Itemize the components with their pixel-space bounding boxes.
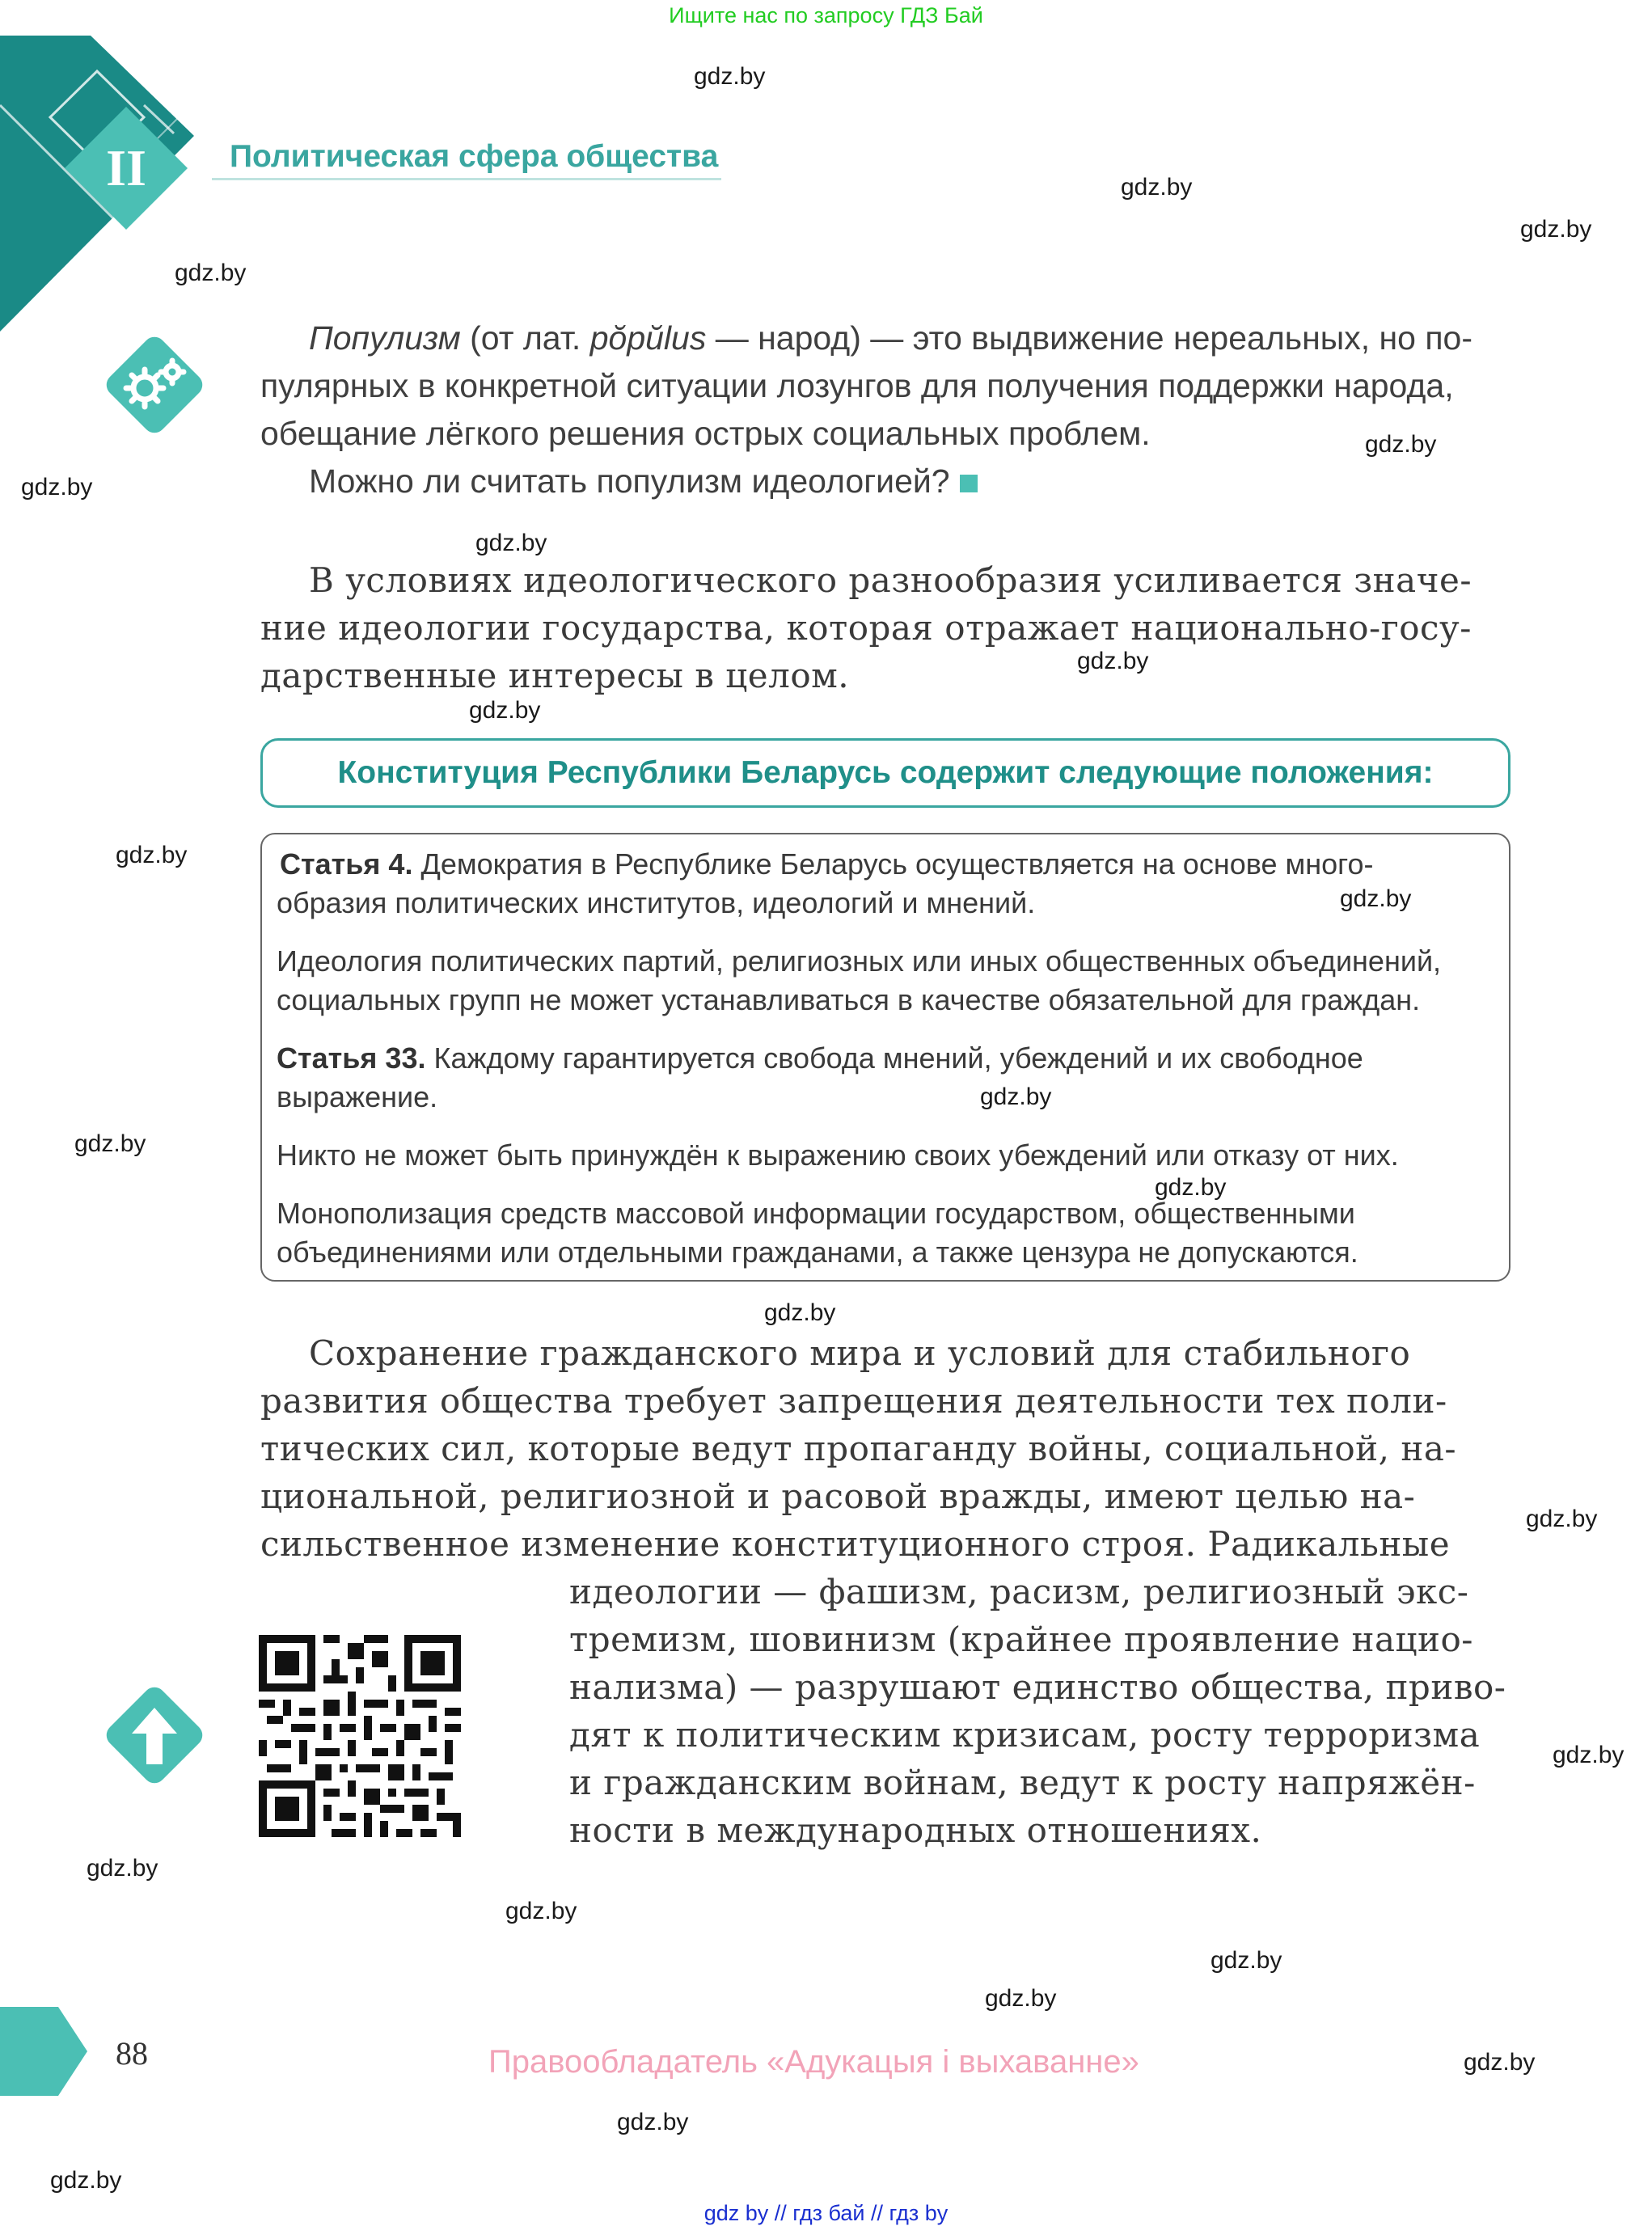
chapter-underline — [212, 178, 721, 180]
article-33-part2: Никто не может быть принуждён к выражению своих убеждений или отказу от них. — [277, 1138, 1399, 1172]
populism-term: Популизм — [309, 319, 461, 357]
watermark: gdz.by — [505, 1898, 577, 1924]
watermark: gdz.by — [87, 1855, 158, 1882]
chapter-title: Политическая сфера общества — [230, 139, 719, 174]
paragraph-line: ние идеологии государства, которая отражает национально-госу- — [260, 608, 1472, 648]
watermark: gdz.by — [1210, 1947, 1282, 1974]
watermark: gdz.by — [1553, 1742, 1625, 1768]
watermark: gdz.by — [1365, 431, 1437, 458]
paragraph-line: идеологии — фашизм, расизм, религиозный экс- — [569, 1572, 1469, 1611]
watermark: gdz.by — [175, 260, 247, 286]
paragraph-line: циональной, религиозной и расовой вражды, имеют целью на- — [260, 1476, 1416, 1516]
paragraph-line: В условиях идеологического разнообразия усиливается значе- — [309, 560, 1472, 600]
article-4-part2-line2: социальных групп не может устанавливаться в качестве обязательной для граждан. — [277, 983, 1421, 1016]
watermark: gdz.by — [617, 2109, 689, 2135]
paragraph-line: дят к политическим кризисам, росту терроризма — [569, 1715, 1481, 1755]
watermark: gdz.by — [980, 1083, 1052, 1110]
paragraph-line: Сохранение гражданского мира и условий для стабильного — [309, 1333, 1411, 1373]
watermark: gdz.by — [50, 2167, 122, 2194]
populism-definition-line3: обещание лёгкого решения острых социальных проблем. — [260, 415, 1151, 452]
article-4-part2-line1: Идеология политических партий, религиозных или иных общественных объединений, — [277, 944, 1442, 978]
watermark: gdz.by — [985, 1985, 1057, 2012]
populism-question — [309, 458, 978, 505]
watermark: gdz.by — [694, 63, 766, 90]
qr-code[interactable] — [259, 1635, 461, 1837]
paragraph-line: тремизм, шовинизм (крайнее проявление нацио- — [569, 1620, 1473, 1659]
paragraph-line: и гражданским войнам, ведут к росту напряжён- — [569, 1763, 1476, 1802]
article-33-label: Статья 33. — [277, 1041, 426, 1075]
gear-icon — [93, 323, 216, 446]
article-33-line1 — [277, 1038, 1363, 1079]
article-4-label: Статья 4. — [280, 847, 413, 881]
watermark: gdz.by — [469, 697, 541, 724]
page-tab — [0, 2007, 91, 2096]
article-4-line2: образия политических институтов, идеологий и мнений. — [277, 886, 1036, 919]
article-33-line2: выражение. — [277, 1080, 438, 1113]
article-33-part3-line1: Монополизация средств массовой информации государством, общественными — [277, 1197, 1355, 1230]
end-marker — [960, 475, 978, 492]
populism-definition-line1 — [309, 315, 1472, 362]
watermark: gdz.by — [475, 530, 547, 556]
question-text: Можно ли считать популизм идеологией? — [309, 463, 950, 500]
watermark: gdz.by — [1526, 1506, 1598, 1532]
watermark: gdz.by — [1155, 1174, 1227, 1201]
watermark: gdz.by — [21, 474, 93, 501]
article-33-part3-line2: объединениями или отдельными гражданами, а также цензура не допускаются. — [277, 1235, 1358, 1269]
populism-text: — народ) — это выдвижение нереальных, но по- — [706, 319, 1473, 357]
populism-text: (от лат. — [460, 319, 590, 357]
article-text: Демократия в Республике Беларусь осуществляется на основе много- — [412, 847, 1374, 881]
paragraph-line: тических сил, которые ведут пропаганду войны, социальной, на- — [260, 1429, 1457, 1468]
bottom-links[interactable]: gdz by // гдз бай // гдз by — [703, 2201, 949, 2225]
paragraph-line: ности в международных отношениях. — [569, 1810, 1262, 1850]
populism-definition-line2: пулярных в конкретной ситуации лозунгов для получения поддержки народа, — [260, 367, 1454, 404]
constitution-header: Конституция Республики Беларусь содержит следующие положения: — [337, 755, 1434, 790]
watermark: gdz.by — [1520, 216, 1592, 243]
paragraph-line: нализма) — разрушают единство общества, приво- — [569, 1667, 1506, 1707]
page-number: 88 — [116, 2035, 148, 2072]
watermark: gdz.by — [74, 1130, 146, 1157]
paragraph-line: дарственные интересы в целом. — [260, 656, 850, 695]
arrow-up-icon[interactable] — [93, 1674, 216, 1797]
watermark: gdz.by — [1340, 885, 1412, 912]
copyright: Правообладатель «Адукацыя і выхаванне» — [488, 2044, 1139, 2080]
watermark: gdz.by — [1121, 174, 1193, 201]
latin-word: pŏpŭlus — [589, 319, 707, 357]
paragraph-line: сильственное изменение конституционного строя. Радикальные — [260, 1524, 1451, 1564]
paragraph-line: развития общества требует запрещения деятельности тех поли- — [260, 1381, 1447, 1421]
watermark: gdz.by — [1077, 648, 1149, 674]
watermark: gdz.by — [116, 842, 188, 868]
watermark: gdz.by — [1464, 2049, 1536, 2076]
top-banner[interactable]: Ищите нас по запросу ГДЗ Бай — [669, 3, 983, 27]
watermark: gdz.by — [764, 1299, 836, 1326]
chapter-number: II — [106, 139, 146, 196]
article-4-line1 — [280, 844, 1373, 885]
article-text: Каждому гарантируется свобода мнений, убеждений и их свободное — [425, 1041, 1363, 1075]
